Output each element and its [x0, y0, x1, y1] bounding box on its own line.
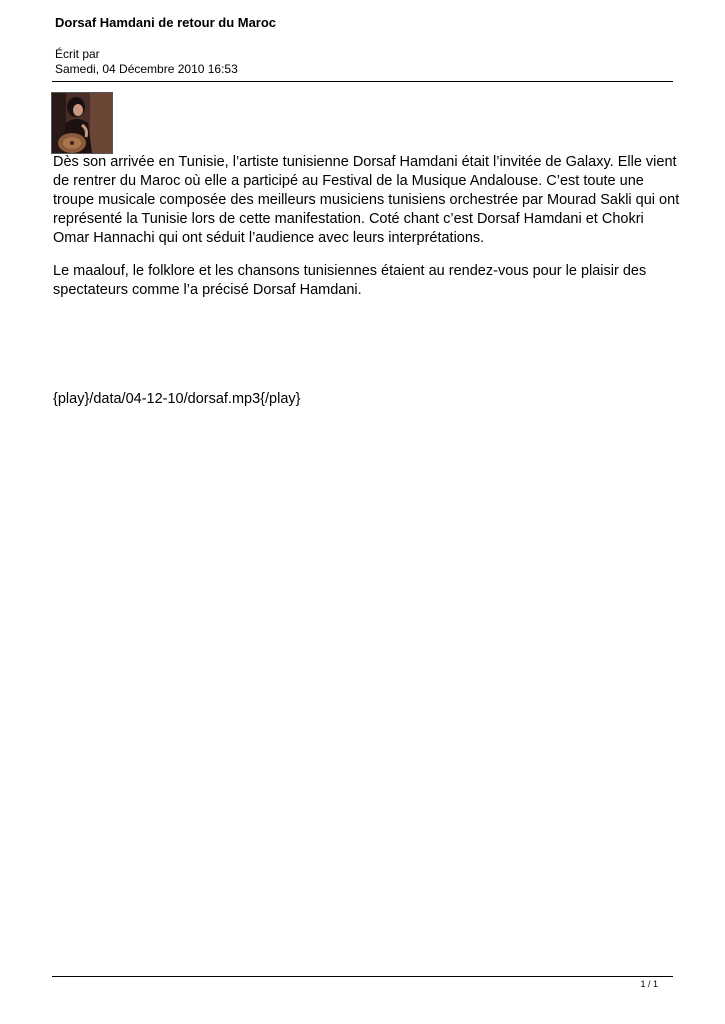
- author-label: Écrit par: [55, 47, 100, 61]
- article-body: [53, 153, 683, 248]
- photo-illustration: [52, 93, 112, 153]
- footer-divider: [52, 976, 673, 977]
- article-paragraph-1: Dès son arrivée en Tunisie, l’artiste tunisienne Dorsaf Hamdani était l’invitée de Galaxy. Elle vient de rentrer du Maroc où elle a participé au Festival de la Musique Andalouse. C’est toute une troupe musicale composée des meilleurs musiciens tunisiens orchestrée par Mourad Sakli qui ont représenté la Tunisie lors de cette manifestation. Coté chant c’est Dorsaf Hamdani et Chokri Omar Hannachi qui ont séduit l’audience avec leurs interprétations.: [53, 154, 680, 246]
- audio-play-tag: {play}/data/04-12-10/dorsaf.mp3{/play}: [53, 391, 301, 407]
- header-divider: [52, 81, 673, 82]
- article-title: Dorsaf Hamdani de retour du Maroc: [55, 15, 277, 30]
- page-number: 1 / 1: [640, 979, 658, 989]
- byline: [55, 47, 238, 77]
- article-photo: [51, 92, 113, 154]
- publish-date: Samedi, 04 Décembre 2010 16:53: [55, 62, 238, 76]
- article-paragraph-2: Le maalouf, le folklore et les chansons tunisiennes étaient au rendez-vous pour le plaisir des spectateurs comme l’a précisé Dorsaf Hamdani.: [53, 263, 647, 298]
